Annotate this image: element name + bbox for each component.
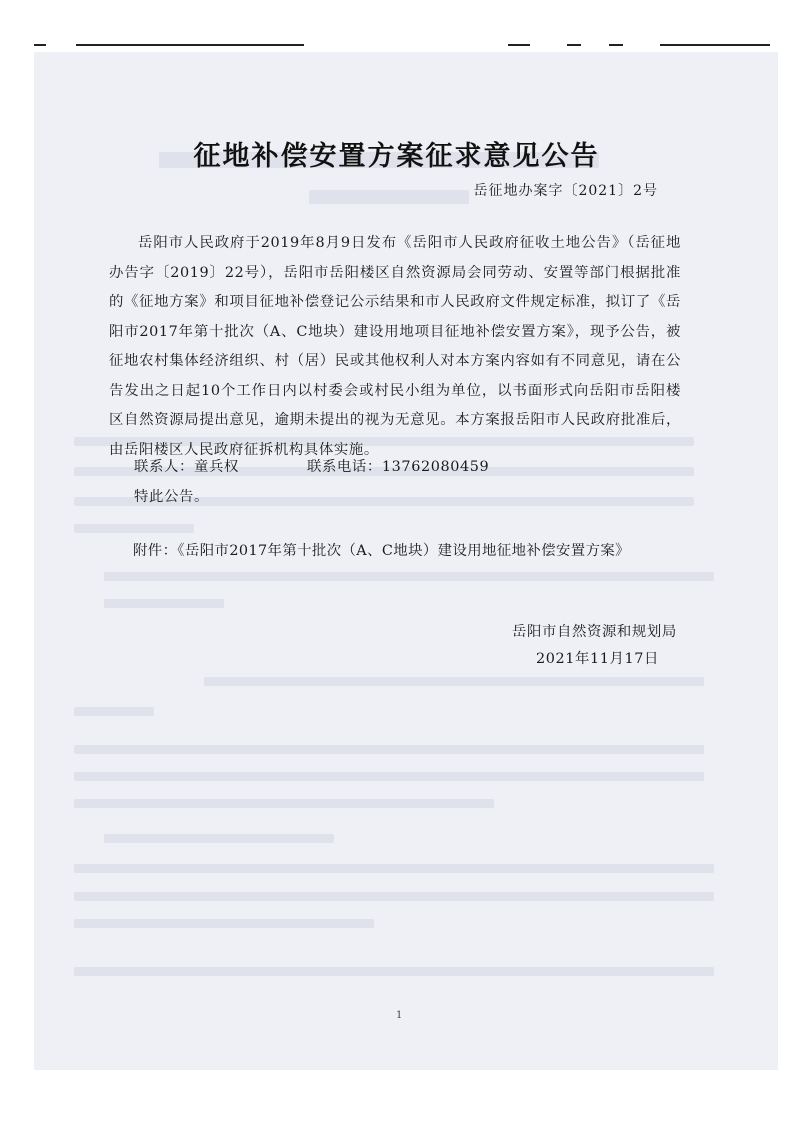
contact-phone-label: 联系电话： xyxy=(306,459,382,475)
bleed-through-mark xyxy=(104,834,334,843)
scanned-page xyxy=(34,52,778,1070)
issuer-name: 岳阳市自然资源和规划局 xyxy=(512,624,677,640)
bleed-through-mark xyxy=(104,599,224,608)
scan-top-margin xyxy=(0,0,793,46)
scan-artifact-dash xyxy=(34,44,46,46)
scan-artifact-dash xyxy=(660,44,770,46)
issue-date: 2021年11月17日 xyxy=(536,651,660,667)
document-number: 岳征地办案字〔2021〕2号 xyxy=(473,183,658,199)
bleed-through-mark xyxy=(74,707,154,716)
bleed-through-mark xyxy=(74,772,704,781)
contact-person-label: 联系人： xyxy=(134,459,194,475)
attachment-line: 附件：《岳阳市2017年第十批次（A、C地块）建设用地征地补偿安置方案》 xyxy=(133,543,630,559)
scan-artifact-dash xyxy=(567,44,581,46)
bleed-through-mark xyxy=(74,524,194,533)
scan-artifact-dash xyxy=(508,44,530,46)
bleed-through-mark xyxy=(74,799,494,808)
bleed-through-mark xyxy=(104,572,714,581)
notice-body: 岳阳市人民政府于2019年8月9日发布《岳阳市人民政府征收土地公告》（岳征地办告字〔2019〕22号），岳阳市岳阳楼区自然资源局会同劳动、安置等部门根据批准的《征地方案》和项目征地补偿登记公示结果和市人民政府文件规定标准，拟订了《岳阳市2017年第十批次（A、C地块）建设用地项目征地补偿安置方案》，现予公告，被征地农村集体经济组织、村（居）民或其他权利人对本方案内容如有不同意见，请在公告发出之日起10个工作日内以村委会或村民小组为单位，以书面形式向岳阳市岳阳楼区自然资源局提出意见，逾期未提出的视为无意见。本方案报岳阳市人民政府批准后，由岳阳楼区人民政府征拆机构具体实施。 xyxy=(109,235,681,458)
contact-person: 童兵权 xyxy=(193,459,239,475)
bleed-through-mark xyxy=(74,892,714,901)
bleed-through-mark xyxy=(74,967,714,976)
bleed-through-mark xyxy=(309,190,469,204)
bleed-through-mark xyxy=(74,745,704,754)
bleed-through-mark xyxy=(74,864,714,873)
contact-line xyxy=(134,455,489,476)
scan-artifact-dash xyxy=(76,44,304,46)
bleed-through-mark xyxy=(74,919,374,928)
page-number: 1 xyxy=(396,1010,403,1021)
contact-phone: 13762080459 xyxy=(381,459,490,475)
bleed-through-mark xyxy=(204,677,704,686)
scan-artifact-dash xyxy=(609,44,623,46)
closing-phrase: 特此公告。 xyxy=(134,489,209,505)
notice-title: 征地补偿安置方案征求意见公告 xyxy=(193,141,600,172)
